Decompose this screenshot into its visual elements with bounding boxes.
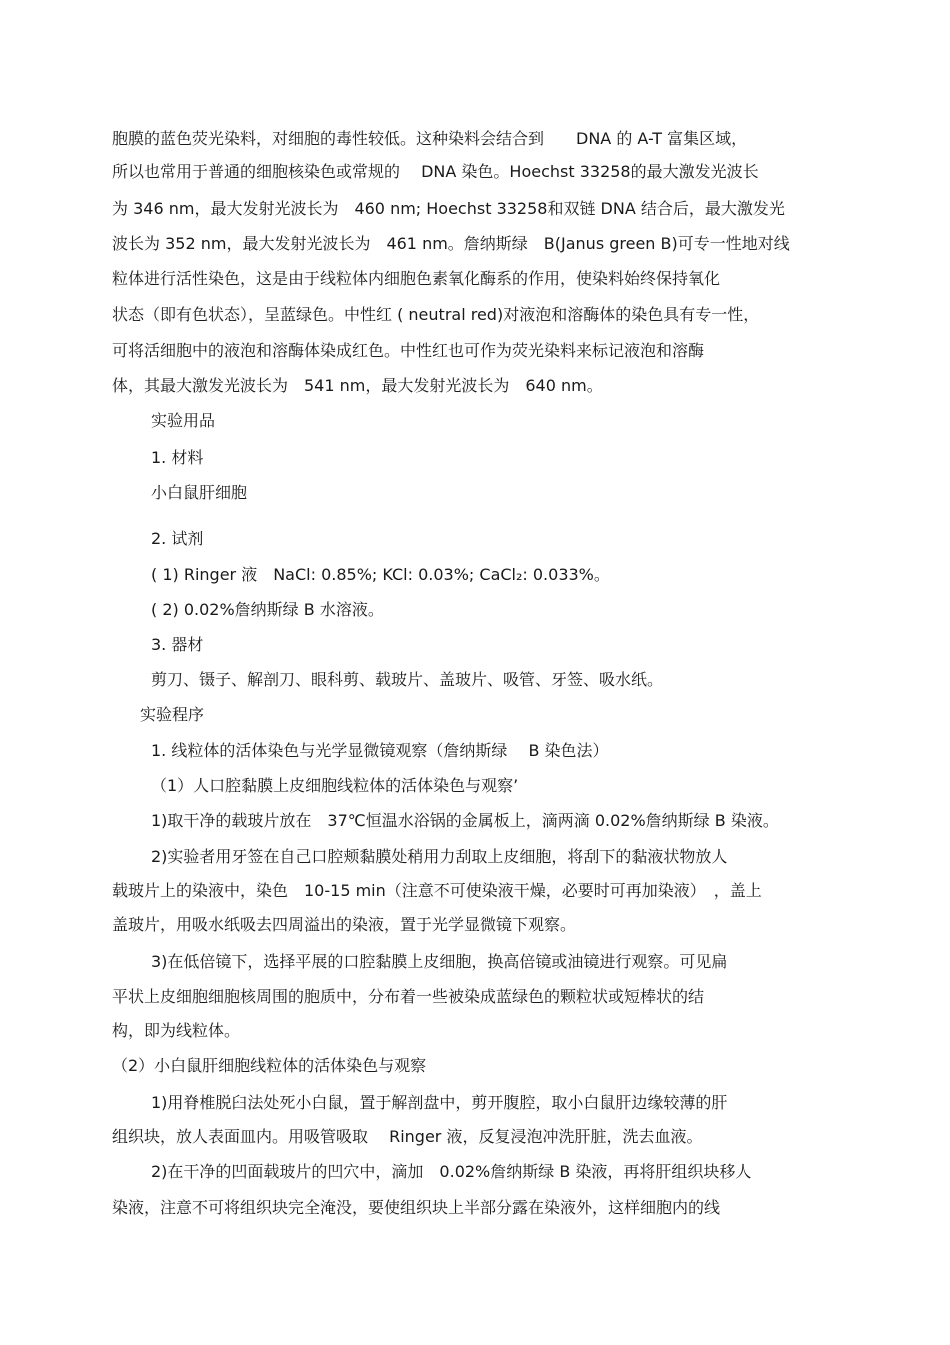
text-line: 3)在低倍镜下，选择平展的口腔黏膜上皮细胞，换高倍镜或油镜进行观察。可见扁: [151, 952, 728, 971]
section-heading: 实验程序: [140, 705, 205, 724]
text-line: 2)实验者用牙签在自己口腔颊黏膜处稍用力刮取上皮细胞，将刮下的黏液状物放人: [151, 847, 728, 866]
text-line: 1)取干净的载玻片放在 37℃恒温水浴锅的金属板上，滴两滴 0.02%詹纳斯绿 B 染液。: [151, 811, 779, 830]
section-heading: 实验用品: [151, 411, 216, 430]
text-line: 粒体进行活性染色，这是由于线粒体内细胞色素氧化酶系的作用，使染料始终保持氧化: [112, 269, 721, 288]
text-line: 载玻片上的染液中，染色 10-15 min（注意不可使染液干燥，必要时可再加染液） ，盖上: [112, 881, 762, 900]
text-line: 1)用脊椎脱臼法处死小白鼠，置于解剖盘中，剪开腹腔，取小白鼠肝边缘较薄的肝: [151, 1093, 728, 1112]
text-line: 状态（即有色状态），呈蓝绿色。中性红 ( neutral red)对液泡和溶酶体的染色具有专一性，: [112, 305, 760, 324]
text-line: 构，即为线粒体。: [112, 1021, 241, 1040]
subsection-heading: 2. 试剂: [151, 529, 204, 548]
text-line: 小白鼠肝细胞: [151, 483, 248, 502]
text-line: ( 2) 0.02%詹纳斯绿 B 水溶液。: [151, 600, 384, 619]
text-line: 波长为 352 nm，最大发射光波长为 461 nm。詹纳斯绿 B(Janus green B)可专一性地对线: [112, 234, 790, 253]
subsection-heading: 1. 材料: [151, 448, 204, 467]
text-line: 组织块，放人表面皿内。用吸管吸取 Ringer 液，反复浸泡冲洗肝脏，洗去血液。: [112, 1127, 703, 1146]
subsection-heading: 3. 器材: [151, 635, 204, 654]
subsection-heading: （2）小白鼠肝细胞线粒体的活体染色与观察: [112, 1056, 427, 1075]
text-line: 2)在干净的凹面载玻片的凹穴中，滴加 0.02%詹纳斯绿 B 染液，再将肝组织块移人: [151, 1162, 752, 1181]
text-line: 剪刀、镊子、解剖刀、眼科剪、载玻片、盖玻片、吸管、牙签、吸水纸。: [151, 670, 664, 689]
text-line: 体，其最大激发光波长为 541 nm，最大发射光波长为 640 nm。: [112, 376, 603, 395]
text-line: 为 346 nm，最大发射光波长为 460 nm; Hoechst 33258和双链 DNA 结合后，最大激发光: [112, 199, 785, 218]
text-line: 盖玻片，用吸水纸吸去四周溢出的染液，置于光学显微镜下观察。: [112, 915, 577, 934]
text-line: 所以也常用于普通的细胞核染色或常规的 DNA 染色。Hoechst 33258的最大激发光波长: [112, 162, 759, 181]
subsection-heading: 1. 线粒体的活体染色与光学显微镜观察（詹纳斯绿 B 染色法）: [151, 741, 609, 760]
text-line: 胞膜的蓝色荧光染料，对细胞的毒性较低。这种染料会结合到 DNA 的 A-T 富集区域，: [112, 129, 748, 148]
text-line: 可将活细胞中的液泡和溶酶体染成红色。中性红也可作为荧光染料来标记液泡和溶酶: [112, 341, 705, 360]
text-line: （1）人口腔黏膜上皮细胞线粒体的活体染色与观察’: [151, 776, 519, 795]
text-line: 染液，注意不可将组织块完全淹没，要使组织块上半部分露在染液外，这样细胞内的线: [112, 1198, 721, 1217]
text-line: ( 1) Ringer 液 NaCl: 0.85%; KCl: 0.03%; CaCl₂: 0.033%。: [151, 565, 610, 584]
text-line: 平状上皮细胞细胞核周围的胞质中，分布着一些被染成蓝绿色的颗粒状或短棒状的结: [112, 987, 705, 1006]
